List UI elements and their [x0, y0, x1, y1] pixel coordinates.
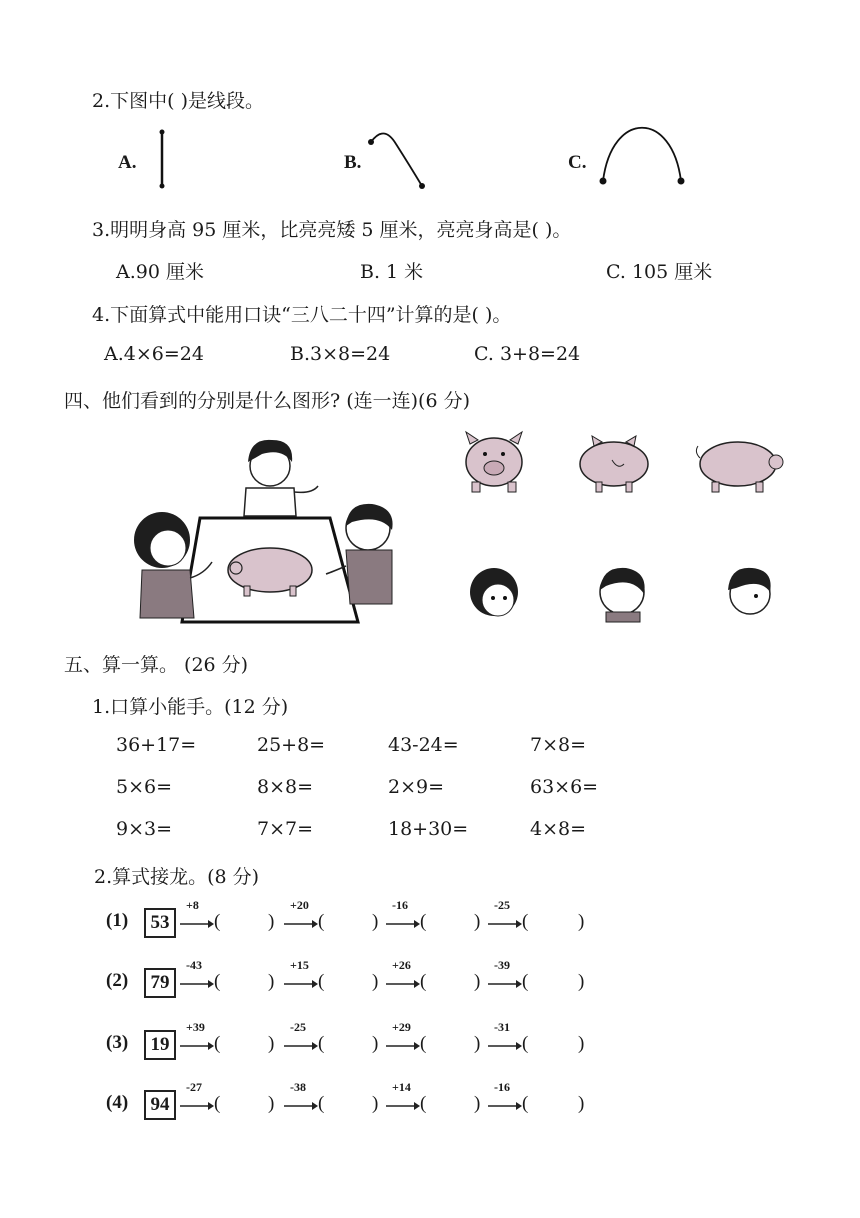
- chain-label: (2): [106, 970, 129, 991]
- chain-operation: +29: [392, 1020, 411, 1034]
- mental-math-item[interactable]: 7×7=: [257, 818, 314, 840]
- q2-option-b[interactable]: B.: [344, 152, 362, 173]
- mental-math-item[interactable]: 25+8=: [257, 734, 326, 756]
- answer-blank-open[interactable]: (: [318, 1093, 325, 1114]
- chain-operation: +26: [392, 958, 411, 972]
- mental-math-item[interactable]: 8×8=: [257, 776, 314, 798]
- q4-option-a[interactable]: A.4×6=24: [104, 343, 204, 365]
- answer-blank-close[interactable]: ): [268, 1033, 275, 1054]
- answer-blank-close[interactable]: ): [372, 1093, 379, 1114]
- answer-blank-close[interactable]: ): [578, 1033, 585, 1054]
- part-2-title: 2.算式接龙。(8 分): [94, 866, 260, 888]
- chain-start-box: 19: [144, 1030, 176, 1060]
- q2-option-a[interactable]: A.: [118, 152, 137, 173]
- chain-operation: -38: [290, 1080, 306, 1094]
- chain-operation: +39: [186, 1020, 205, 1034]
- q4-option-b[interactable]: B.3×8=24: [290, 343, 391, 365]
- answer-blank-close[interactable]: ): [474, 911, 481, 932]
- part-1-title: 1.口算小能手。(12 分): [92, 696, 289, 718]
- answer-blank-open[interactable]: (: [318, 911, 325, 932]
- answer-blank-open[interactable]: (: [420, 1093, 427, 1114]
- q2-option-c[interactable]: C.: [568, 152, 587, 173]
- chain-label: (3): [106, 1032, 129, 1053]
- answer-blank-open[interactable]: (: [522, 1093, 529, 1114]
- mental-math-item[interactable]: 5×6=: [116, 776, 173, 798]
- chain-operation: -27: [186, 1080, 202, 1094]
- answer-blank-open[interactable]: (: [214, 911, 221, 932]
- chain-operation: +14: [392, 1080, 411, 1094]
- question-2: 2.下图中( )是线段。: [92, 90, 264, 112]
- chain-operation: +20: [290, 898, 309, 912]
- answer-blank-close[interactable]: ): [268, 911, 275, 932]
- chain-operation: -25: [494, 898, 510, 912]
- q3-option-c[interactable]: C. 105 厘米: [606, 261, 713, 283]
- chain-label: (1): [106, 910, 129, 931]
- answer-blank-close[interactable]: ): [474, 1093, 481, 1114]
- section-4-title: 四、他们看到的分别是什么图形? (连一连)(6 分): [64, 390, 471, 412]
- chain-label: (4): [106, 1092, 129, 1113]
- q3-option-a[interactable]: A.90 厘米: [116, 261, 204, 283]
- answer-blank-open[interactable]: (: [214, 1093, 221, 1114]
- answer-blank-open[interactable]: (: [522, 911, 529, 932]
- mental-math-item[interactable]: 2×9=: [388, 776, 445, 798]
- chain-start-box: 79: [144, 968, 176, 998]
- chain-operation: -31: [494, 1020, 510, 1034]
- mental-math-item[interactable]: 4×8=: [530, 818, 587, 840]
- question-4: 4.下面算式中能用口诀“三八二十四”计算的是( )。: [92, 304, 512, 326]
- answer-blank-close[interactable]: ): [578, 971, 585, 992]
- answer-blank-close[interactable]: ): [372, 971, 379, 992]
- answer-blank-open[interactable]: (: [318, 1033, 325, 1054]
- mental-math-item[interactable]: 7×8=: [530, 734, 587, 756]
- chain-start-box: 53: [144, 908, 176, 938]
- chain-operation: -39: [494, 958, 510, 972]
- chain-start-box: 94: [144, 1090, 176, 1120]
- chain-operation: -43: [186, 958, 202, 972]
- answer-blank-close[interactable]: ): [578, 1093, 585, 1114]
- chain-operation: -25: [290, 1020, 306, 1034]
- chain-operation: +8: [186, 898, 199, 912]
- chain-operation: -16: [392, 898, 408, 912]
- chain-operation: +15: [290, 958, 309, 972]
- chain-operation: -16: [494, 1080, 510, 1094]
- answer-blank-open[interactable]: (: [214, 1033, 221, 1054]
- mental-math-item[interactable]: 63×6=: [530, 776, 599, 798]
- answer-blank-close[interactable]: ): [578, 911, 585, 932]
- answer-blank-open[interactable]: (: [420, 911, 427, 932]
- answer-blank-open[interactable]: (: [522, 1033, 529, 1054]
- answer-blank-close[interactable]: ): [372, 1033, 379, 1054]
- answer-blank-close[interactable]: ): [474, 971, 481, 992]
- section-5-title: 五、算一算。 (26 分): [64, 654, 249, 676]
- mental-math-item[interactable]: 18+30=: [388, 818, 469, 840]
- answer-blank-close[interactable]: ): [474, 1033, 481, 1054]
- answer-blank-open[interactable]: (: [420, 1033, 427, 1054]
- mental-math-item[interactable]: 9×3=: [116, 818, 173, 840]
- answer-blank-open[interactable]: (: [522, 971, 529, 992]
- answer-blank-close[interactable]: ): [268, 1093, 275, 1114]
- mental-math-item[interactable]: 36+17=: [116, 734, 197, 756]
- question-3: 3.明明身高 95 厘米，比亮亮矮 5 厘米，亮亮身高是( )。: [92, 219, 572, 241]
- answer-blank-open[interactable]: (: [318, 971, 325, 992]
- answer-blank-close[interactable]: ): [268, 971, 275, 992]
- answer-blank-open[interactable]: (: [214, 971, 221, 992]
- answer-blank-open[interactable]: (: [420, 971, 427, 992]
- q3-option-b[interactable]: B. 1 米: [360, 261, 424, 283]
- mental-math-item[interactable]: 43-24=: [388, 734, 459, 756]
- q4-option-c[interactable]: C. 3+8=24: [474, 343, 581, 365]
- answer-blank-close[interactable]: ): [372, 911, 379, 932]
